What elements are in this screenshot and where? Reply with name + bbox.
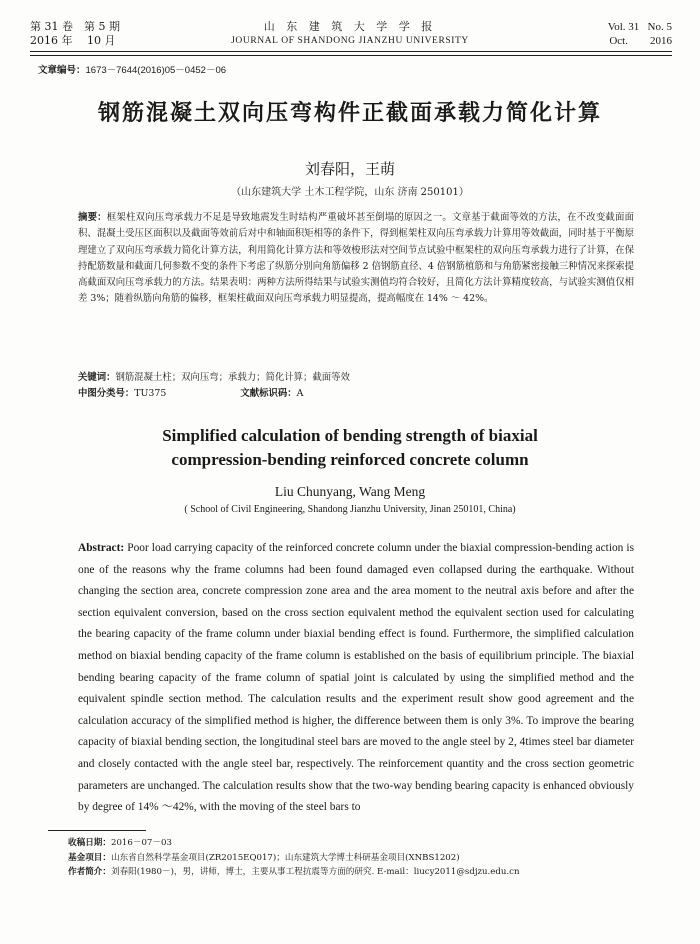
header-rule-thick: [30, 51, 672, 52]
authors-cn: 刘春阳，王萌: [304, 160, 395, 178]
author-bio-value: 刘春阳(1980－)，男，讲师，博士，主要从事工程抗震等方面的研究. E-mail：liucy2011@sdjzu.edu.cn: [110, 867, 520, 877]
header-issue-en: [608, 20, 672, 48]
article-number-label: 文章编号：: [38, 65, 86, 76]
header-journal: [200, 20, 500, 48]
keywords-cn-label: 关键词：: [78, 372, 116, 383]
title-en: [0, 424, 700, 472]
authors-en: Liu Chunyang, Wang Meng: [274, 484, 426, 499]
header-year-en: 2016: [650, 35, 672, 47]
header-rule-thin: [30, 55, 672, 56]
affiliation-en: ( School of Civil Engineering, Shandong Jianzhu University, Jinan 250101, China): [184, 504, 516, 515]
clc-label: 中图分类号：: [78, 388, 135, 399]
keywords-cn-text: 钢筋混凝土柱；双向压弯；承载力；简化计算；截面等效: [115, 372, 350, 383]
journal-name-cn: 山 东 建 筑 大 学 学 报: [263, 20, 437, 33]
header-volume-cn: 第 31 卷 第 5 期: [30, 20, 120, 33]
received-label: 收稿日期：: [68, 838, 111, 848]
abstract-en: [78, 538, 634, 819]
header-month-en: Oct.: [609, 35, 628, 47]
abstract-cn: [78, 210, 634, 308]
title-en-line1: Simplified calculation of bending strength of biaxial: [162, 426, 538, 445]
header-issue-cn: [30, 20, 120, 48]
title-en-line2: compression-bending reinforced concrete column: [171, 450, 529, 469]
classification-codes: [78, 386, 634, 402]
affiliation-cn: （山东建筑大学 土木工程学院，山东 济南 250101）: [231, 187, 469, 198]
title-cn: 钢筋混凝土双向压弯构件正截面承载力简化计算: [97, 101, 602, 126]
clc-value: TU375: [134, 388, 167, 399]
received-date: [68, 836, 668, 851]
header-number-en: No. 5: [647, 21, 672, 33]
abstract-en-text: Poor load carrying capacity of the reinforced concrete column under the biaxial compression-bending action is one of the reasons why the frame columns had been found damaged even collapsed during the earthquake. Without changing the section area, concrete compression zone area and the area moment to the neutral axis before and after the section equivalent conversion, based on the cross section equivalent method the equivalent section used for calculating the bearing capacity of the frame column under biaxial bending effect is found. Furthermore, the simplified calculation method on biaxial bending capacity of the frame column is established on the basis of equilibrium principle. The biaxial bending bearing capacity of the frame column of spatial joint is calculated by using the simplified method and the equivalent spindle section method. The calculation results and the experiment result show good agreement and the calculation accuracy of the simplified method is higher, the difference between them is only 3%. To improve the bearing capacity of biaxial bending section, the longitudinal steel bars are moved to the angle steel by 2, 4times steel bar diameter and closely contacted with the angle steel bar, respectively. The reinforcement quantity and the cross section geometric parameters are unchanged. The calculation results show that the two-way bending bearing capacity is enhanced obviously by degree of 14% ～42%, with the moving of the steel bars to: [78, 542, 634, 814]
article-number: [38, 62, 226, 76]
author-bio-label: 作者简介：: [68, 867, 111, 877]
abstract-en-label: Abstract:: [78, 542, 125, 554]
received-value: 2016－07－03: [110, 838, 172, 848]
footnote-rule: [48, 830, 146, 831]
author-bio: [68, 865, 668, 880]
header-volume-en: Vol. 31: [607, 21, 640, 33]
header-date-cn: 2016 年 10 月: [30, 34, 116, 47]
footnotes: [68, 836, 668, 880]
abstract-cn-label: 摘要：: [78, 212, 107, 223]
fund-label: 基金项目：: [68, 852, 111, 863]
doc-code-value: A: [296, 388, 304, 399]
abstract-cn-text: 框架柱双向压弯承载力不足是导致地震发生时结构严重破坏甚至倒塌的原因之一。文章基于截面等效的方法，在不改变截面面积、混凝土受压区面积以及截面等效前后对中和轴面积矩相等的条件下，得到框架柱双向压弯承载力计算用等效截面，同时基于平衡原理建立了双向压弯承载力简化计算方法，利用简化计算方法和等效梭形法对空间节点试验中框架柱的双向压弯承载力进行了计算，在保持配筋数量和截面几何参数不变的条件下考虑了纵筋分别向角筋偏移 2 倍钢筋直径、4 倍钢筋植筋和与角筋紧密接触三种情况来探索提高截面双向压弯承载力的方法。结果表明：两种方法所得结果与试验实测值均符合较好，且简化方法计算精度较高，与试验实测值仅相差 3%；随着纵筋向角筋的偏移，框架柱截面双向压弯承载力明显提高，提高幅度在 14% ～ 42%。: [78, 212, 634, 305]
doc-code-label: 文献标识码：: [240, 388, 297, 399]
keywords-cn: [78, 370, 634, 386]
fund-value: 山东省自然科学基金项目(ZR2015EQ017)；山东建筑大学博士科研基金项目(XNBS1202): [110, 852, 460, 863]
journal-name-en: JOURNAL OF SHANDONG JIANZHU UNIVERSITY: [231, 36, 469, 46]
fund-info: [68, 851, 668, 866]
article-number-value: 1673－7644(2016)05－0452－06: [85, 65, 227, 76]
